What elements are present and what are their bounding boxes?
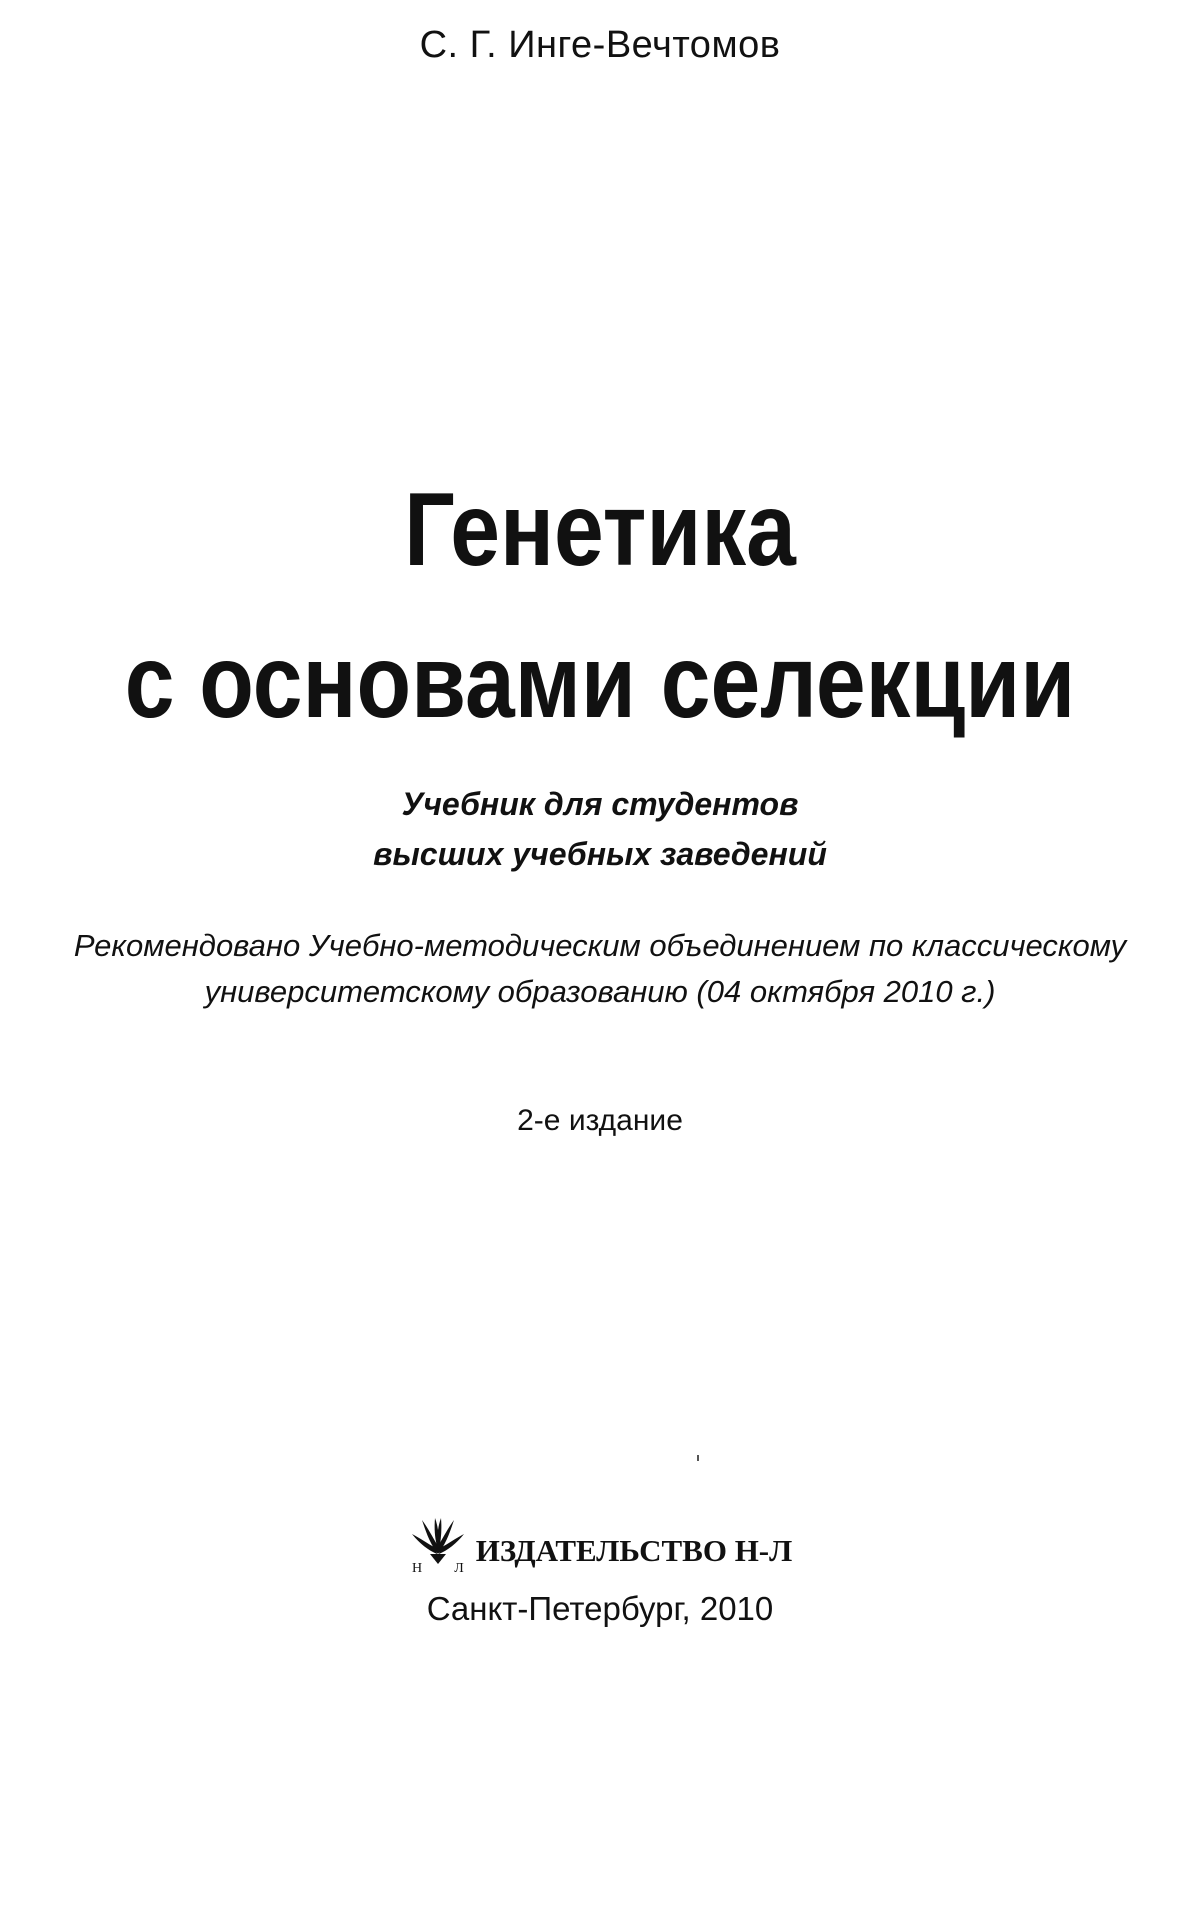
subtitle-line-1: Учебник для студентов: [401, 786, 799, 822]
subtitle-line-2: высших учебных заведений: [373, 836, 827, 872]
recommendation-line-2: университетскому образованию (04 октября 2010 г.): [204, 974, 996, 1009]
publisher-logo-icon: [408, 1510, 468, 1574]
edition-label: 2-е издание: [517, 1104, 683, 1137]
stray-mark: [697, 1455, 699, 1461]
publisher-block: [0, 1510, 1200, 1574]
logo-letter-left: Н: [411, 1561, 422, 1574]
logo-letter-right: Л: [454, 1561, 464, 1574]
publication-place-year: Санкт-Петербург, 2010: [426, 1590, 774, 1627]
recommendation-line-1: Рекомендовано Учебно-методическим объединением по классическому: [73, 928, 1127, 963]
author-name: С. Г. Инге-Вечтомов: [419, 24, 781, 66]
book-title-line-2: с основами селекции: [124, 624, 1076, 740]
book-title-line-1: Генетика: [404, 472, 796, 588]
publisher-name: ИЗДАТЕЛЬСТВО Н-Л: [475, 1533, 793, 1568]
